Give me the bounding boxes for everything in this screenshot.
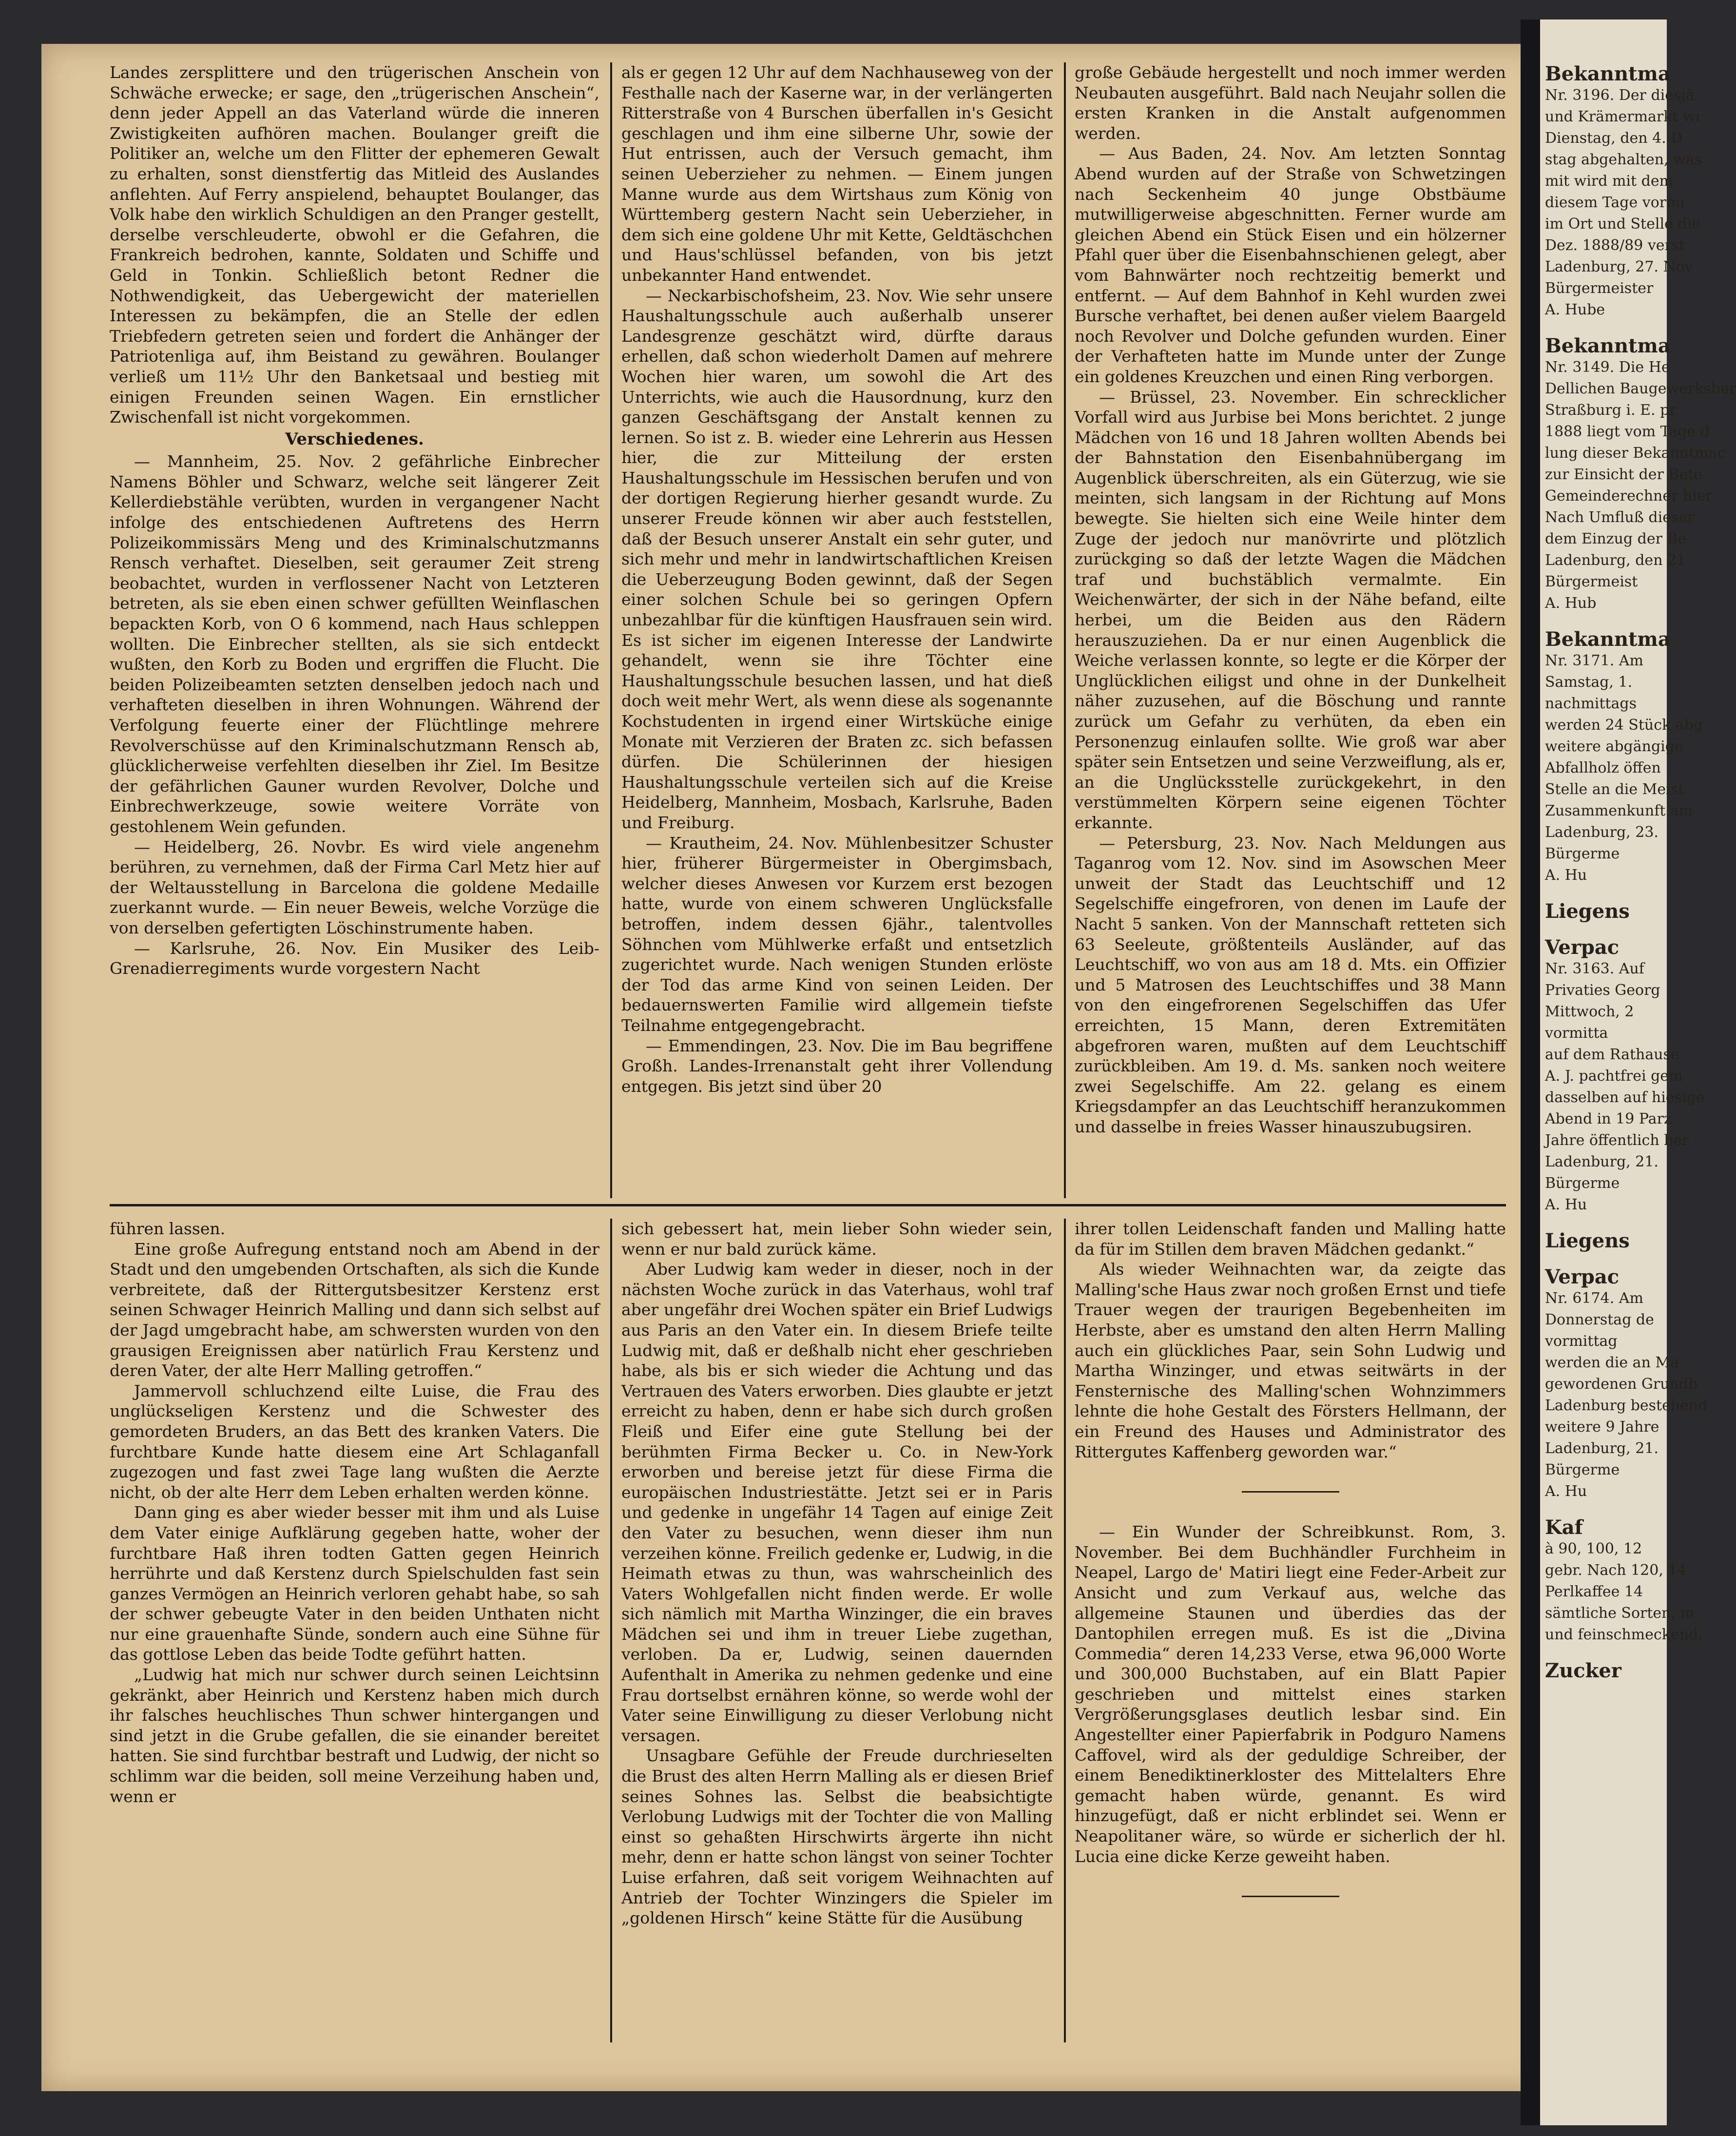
news-item: — Karlsruhe, 26. Nov. Ein Musiker des Leib-Grenadierregiments wurde vorgestern Nacht xyxy=(110,938,599,978)
sidebar-line: Dez. 1888/89 verst xyxy=(1545,237,1685,254)
story-end-rule xyxy=(1242,1491,1339,1493)
news-item: — Brüssel, 23. November. Ein schrecklicher Vorfall wird aus Jurbise bei Mons berichtet. 2 junge Mädchen von 16 und 18 Jahren wollten Abends bei der Bahnstation den Eisenbahnübergang im Augenblick überschreiten, als ein Güterzug, wie sie meinten, sich langsam in der Richtung auf Mons bewegte. Sie hielten sich eine Weile hinter dem Zuge der jedoch nur manövrirte und plötzlich zurückging so daß der letzte Wagen die Mädchen traf und buchstäblich vermalmte. Ein Weichenwärter, der sich in der Nähe befand, eilte herbei, um die Beiden aus den Rädern herauszuziehen. Da er nur einen Augenblick die Weiche verlassen konnte, so legte er die Körper der Unglücklichen eiligst und ohne in der Dunkelheit näher zuzusehen, auf die Böschung und rannte zurück um Gefahr zu verhüten, da eben ein Personenzug einlaufen sollte. Wie groß war aber später sein Entsetzen und seine Verzweiflung, als er, an die Unglücksstelle zurückgekehrt, in den verstümmelten Körpern seine eigenen Töchter erkannte. xyxy=(1075,387,1506,832)
article-column-1 xyxy=(110,62,599,1179)
news-item: — Heidelberg, 26. Novbr. Es wird viele angenehm berühren, zu vernehmen, daß der Firma Carl Metz hier auf der Weltausstellung in Barcelona die goldene Medaille zuerkannt wurde. — Ein neuer Beweis, welche Vorzüge die von derselben gefertigten Löschinstrumente haben. xyxy=(110,837,599,937)
sidebar-line: Donnerstag de xyxy=(1545,1311,1654,1328)
sidebar-line: vormitta xyxy=(1545,1025,1608,1042)
sidebar-line: Abfallholz öffen xyxy=(1545,759,1661,777)
sidebar-line: Gemeinderechner hier xyxy=(1545,487,1713,505)
sidebar-line: Nr. 3196. Der diesjä xyxy=(1545,87,1695,104)
paragraph: Landes zersplittere und den trügerischen Anschein von Schwäche erwecke; er sage, den „trügerischen Anschein“, denn jeder Appell an das Vaterland würde die inneren Zwistigkeiten aufhören machen. Boulanger greift die Politiker an, welche um den Flitter der ephemeren Gewalt zu erhalten, sonst dienstfertig das Mitleid des Auslandes anflehten. Auf Ferry anspielend, behauptet Boulanger, das Volk habe den wirklich Schuldigen an den Pranger gestellt, derselbe verschleuderte, obwohl er die Gefahren, die Frankreich bedrohen, kannte, Soldaten und Schiffe und Geld in Tonkin. Schließlich betont Redner die Nothwendigkeit, das Uebergewicht der materiellen Interessen zu bekämpfen, die an Stelle der edlen Triebfedern getreten seien und fordert die Anhänger der Patriotenliga auf, ihm Beistand zu gewähren. Boulanger verließ um 11½ Uhr den Banketsaal und bestieg mit einigen Freunden seinen Wagen. Ein ernstlicher Zwischenfall ist nicht vorgekommen. xyxy=(110,63,599,427)
column-rule xyxy=(610,62,612,1198)
book-spine xyxy=(1521,19,1540,2125)
sidebar-line: Stelle an die Meist xyxy=(1545,781,1684,798)
news-item: — Mannheim, 25. Nov. 2 gefährliche Einbrecher Namens Böhler und Schwarz, welche seit längerer Zeit Kellerdiebstähle verübten, wurden in vergangener Nacht infolge des entschiedenen Auftretens des Herrn Polizeikommissärs Meng und des Kriminalschutzmanns Rensch verhaftet. Dieselben, seit geraumer Zeit streng beobachtet, wurden in verflossener Nacht von Letzteren betreten, als sie eben einen schwer gefüllten Weinflaschen bepackten Korb, von O 6 kommend, nach Haus schleppen wollten. Die Einbrecher stellten, als sie sich entdeckt wußten, den Korb zu Boden und ergriffen die Flucht. Die beiden Polizeibeamten setzten denselben jedoch nach und verhafteten dieselben in ihren Wohnungen. Während der Verfolgung feuerte einer der Flüchtlinge mehrere Revolverschüsse auf den Kriminalschutzmann Rensch ab, glücklicherweise verfehlten dieselben ihr Ziel. Im Besitze der gefährlichen Gauner wurden Revolver, Dolche und Einbrechwerkzeuge, sowie weitere Vorräte von gestohlenem Wein gefunden. xyxy=(110,452,599,836)
sidebar-line: Bekanntma xyxy=(1545,628,1671,651)
sidebar-line: Ladenburg, 21. xyxy=(1545,1153,1659,1170)
sidebar-line: vormittag xyxy=(1545,1333,1618,1350)
sidebar-line: A. Hu xyxy=(1545,1483,1587,1500)
article-column-2 xyxy=(621,62,1053,1179)
paragraph: große Gebäude hergestellt und noch immer werden Neubauten ausgeführt. Bald nach Neujahr sollen die ersten Kranken in die Anstalt aufgenommen werden. xyxy=(1075,63,1506,143)
sidebar-line: Ladenburg, den 21 xyxy=(1545,552,1686,569)
sidebar-line: Privaties Georg xyxy=(1545,982,1660,999)
sidebar-line: diesem Tage vormi xyxy=(1545,194,1685,211)
paragraph: sich gebessert hat, mein lieber Sohn wieder sein, wenn er nur bald zurück käme. xyxy=(621,1219,1053,1259)
sidebar-line: Verpac xyxy=(1545,936,1620,959)
sidebar-line: Liegens xyxy=(1545,900,1630,923)
sidebar-line: zur Einsicht der Bete xyxy=(1545,466,1702,483)
article-column-3 xyxy=(1075,62,1506,1179)
column-rule xyxy=(610,1219,612,2042)
sidebar-line: Straßburg i. E. pr xyxy=(1545,402,1677,419)
feuilleton-column-1 xyxy=(110,1219,599,2042)
section-divider xyxy=(110,1204,1506,1206)
sidebar-line: gewordenen Grundb xyxy=(1545,1376,1698,1393)
paragraph: als er gegen 12 Uhr auf dem Nachhauseweg von der Festhalle nach der Kaserne war, in der verlängerten Ritterstraße von 4 Burschen überfallen in's Gesicht geschlagen und ihm eine silberne Uhr, sowie der Hut entrissen, auch der Versuch gemacht, ihm seinen Ueberzieher zu nehmen. — Einem jungen Manne wurde aus dem Wirtshaus zum König von Württemberg gestern Nacht sein Ueberzieher, in dem sich eine goldene Uhr mit Kette, Geldtäschchen und Haus'schlüssel befanden, von bis jetzt unbekannter Hand entwendet. xyxy=(621,63,1053,285)
section-heading: Verschiedenes. xyxy=(285,429,424,449)
paragraph: „Ludwig hat mich nur schwer durch seinen Leichtsinn gekränkt, aber Heinrich und Kerstenz haben mich durch ihr falsches heuchlisches Thun schwer hintergangen und sind jetzt in die Grube gefallen, die sie einander bereitet hatten. Sie sind furchtbar bestraft und Ludwig, der nicht so schlimm war die beiden, soll meine Verzeihung haben und, wenn er xyxy=(110,1665,599,1806)
sidebar-line: Nach Umfluß dieser xyxy=(1545,509,1695,526)
facing-page xyxy=(1540,19,1736,2125)
sidebar-line: Dienstag, den 4. D xyxy=(1545,130,1683,147)
sidebar-line: Bekanntma xyxy=(1545,334,1671,357)
feuilleton-column-2 xyxy=(621,1219,1053,2042)
sidebar-line: Zusammenkunft am xyxy=(1545,802,1693,819)
sidebar-line: weitere abgängige xyxy=(1545,738,1683,755)
sidebar-line: stag abgehalten, was xyxy=(1545,151,1702,168)
paragraph: Unsagbare Gefühle der Freude durchrieselten die Brust des alten Herrn Malling als er diesen Brief seines Sohnes las. Selbst die beabsichtigte Verlobung Ludwigs mit der Tochter die von Malling einst so gehaßten Hirschwirts ärgerte ihn nicht mehr, denn er hatte schon längst von seiner Tochter Luise erfahren, daß seit vorigem Weihnachten auf Antrieb der Tochter Winzingers die Spieler im „goldenen Hirsch“ keine Stätte für die Ausübung xyxy=(621,1746,1053,1928)
sidebar-line: Bürgerme xyxy=(1545,1175,1620,1192)
sidebar-line: Liegens xyxy=(1545,1229,1630,1252)
sidebar-line: Zucker xyxy=(1545,1659,1621,1682)
sidebar-line: Bürgerme xyxy=(1545,845,1620,862)
sidebar-line: Mittwoch, 2 xyxy=(1545,1003,1634,1020)
sidebar-line: und feinschmeckend. xyxy=(1545,1626,1703,1643)
sidebar-line: und Krämermarkt wi xyxy=(1545,108,1700,125)
sidebar-line: A. Hub xyxy=(1545,595,1597,612)
sidebar-line: Dellichen Baugewerksber xyxy=(1545,380,1736,397)
sidebar-line: dasselben auf hiesige xyxy=(1545,1089,1705,1106)
sidebar-line: Bürgermeist xyxy=(1545,573,1638,590)
paragraph: Eine große Aufregung entstand noch am Abend in der Stadt und den umgebenden Ortschaften, als sich die Kunde verbreitete, daß der Rittergutsbesitzer Kerstenz erst seinen Schwager Heinrich Malling und dann sich selbst auf der Jagd umgebracht habe, am schwersten wurden von den grausigen Ereignissen aber natürlich Frau Kerstenz und deren Vater, der alte Herr Malling getroffen.“ xyxy=(110,1239,599,1380)
sidebar-line: A. Hu xyxy=(1545,1196,1587,1213)
sidebar-line: Nr. 3163. Auf xyxy=(1545,960,1644,977)
news-item: — Ein Wunder der Schreibkunst. Rom, 3. November. Bei dem Buchhändler Furchheim in Neapel, Largo de' Matiri liegt eine Feder-Arbeit zur Ansicht und zum Verkauf aus, welche das allgemeine Staunen und überdies das der Dantophilen erregen muß. Es ist die „Divina Commedia“ deren 14,233 Verse, etwa 96,000 Worte und 300,000 Buchstaben, auf ein Blatt Papier geschrieben und mittelst eines starken Vergrößerungsglases deutlich lesbar sind. Ein Angestellter einer Papierfabrik in Podguro Namens Caffovel, wird als der geduldige Schreiber, der einem Benediktinerkloster des Mittelalters Ehre gemacht haben würde, genannt. Es wird hinzugefügt, daß er nicht erblindet sei. Wenn er Neapolitaner wäre, so würde er sicherlich der hl. Lucia eine dicke Kerze geweiht haben. xyxy=(1075,1522,1506,1866)
sidebar-line: A. J. pachtfrei gem xyxy=(1545,1068,1683,1085)
news-item: — Emmendingen, 23. Nov. Die im Bau begriffene Großh. Landes-Irrenanstalt geht ihrer Vollendung entgegen. Bis jetzt sind über 20 xyxy=(621,1036,1053,1096)
sidebar-line: Jahre öffentlich ber xyxy=(1545,1132,1689,1149)
sidebar-line: Nr. 3171. Am xyxy=(1545,652,1643,669)
sidebar-line: Bürgermeister xyxy=(1545,280,1654,297)
sidebar-line: sämtliche Sorten, m xyxy=(1545,1605,1694,1622)
sidebar-line: dem Einzug der Be xyxy=(1545,530,1687,547)
sidebar-line: weitere 9 Jahre xyxy=(1545,1418,1659,1436)
sidebar-line: Ladenburg bestehend xyxy=(1545,1397,1708,1414)
sidebar-line: Ladenburg, 27. Nov xyxy=(1545,258,1693,275)
column-rule xyxy=(1064,1219,1066,2042)
sidebar-line: Kaf xyxy=(1545,1516,1583,1539)
news-item: — Aus Baden, 24. Nov. Am letzten Sonntag Abend wurden auf der Straße von Schwetzingen nach Seckenheim 40 junge Obstbäume mutwilligerweise abgeschnitten. Ferner wurde am gleichen Abend ein Stück Eisen und ein hölzerner Pfahl quer über die Eisenbahnschienen gelegt, aber vom Bahnwärter noch rechtzeitig bemerkt und entfernt. — Auf dem Bahnhof in Kehl wurden zwei Bursche verhaftet, bei denen außer vielem Baargeld noch Revolver und Dolche gefunden wurden. Einer der Verhafteten hatte im Munde unter der Zunge ein goldenes Kreuzchen und einen Ring verborgen. xyxy=(1075,144,1506,386)
sidebar-line: Bekanntma xyxy=(1545,62,1671,85)
sidebar-line: Perlkaffee 14 xyxy=(1545,1583,1643,1600)
sidebar-line: mit wird mit dem xyxy=(1545,173,1674,190)
sidebar-line: Bürgerme xyxy=(1545,1461,1620,1478)
sidebar-line: im Ort und Stelle die xyxy=(1545,215,1700,233)
paragraph: Aber Ludwig kam weder in dieser, noch in der nächsten Woche zurück in das Vaterhaus, wohl traf aber ungefähr drei Wochen später ein Brief Ludwigs aus Paris an den Vater ein. In diesem Briefe teilte Ludwig mit, daß er deßhalb nicht eher geschrieben habe, als bis er sich wieder die Achtung und das Vertrauen des Vaters erworben. Dies glaubte er jetzt erreicht zu haben, denn er habe sich durch großen Fleiß und Eifer eine gute Stellung bei der berühmten Firma Becker u. Co. in New-York erworben und bereise jetzt für diese Firma die europäischen Industriestätte. Jetzt sei er in Paris und gedenke in ungefähr 14 Tagen auf einige Zeit den Vater zu besuchen, wenn dieser ihm nun verzeihen könne. Freilich gedenke er, Ludwig, in die Heimath etwas zu thun, was wahrscheinlich des Vaters Wohlgefallen nicht finden werde. Er wolle sich nämlich mit Martha Winzinger, die ein braves Mädchen sei und ihm in treuer Liebe zugethan, verloben. Da er, Ludwig, seinen dauernden Aufenthalt in Amerika zu nehmen gedenke und eine Frau dortselbst ernähren könne, so werde wohl der Vater seine Einwilligung zu dieser Verlobung nicht versagen. xyxy=(621,1260,1053,1745)
sidebar-line: werden die an Ma xyxy=(1545,1354,1679,1371)
paragraph: führen lassen. xyxy=(110,1219,226,1238)
sidebar-line: Ladenburg, 21. xyxy=(1545,1440,1659,1457)
sidebar-line: 1888 liegt vom Tage d xyxy=(1545,423,1710,440)
advertisement-column xyxy=(1540,19,1736,1682)
sidebar-line: gebr. Nach 120, 14 xyxy=(1545,1562,1687,1579)
news-item: — Neckarbischofsheim, 23. Nov. Wie sehr unsere Haushaltungsschule auch außerhalb unserer Landesgrenze geschätzt wird, dürfte daraus erhellen, daß schon wiederholt Damen auf mehrere Wochen hier waren, um sowohl die Art des Unterrichts, wie auch die Hausordnung, kurz den ganzen Geschäftsgang der Anstalt kennen zu lernen. So ist z. B. wieder eine Lehrerin aus Hessen hier, die zur Mitteilung der ersten Haushaltungsschule im Hessischen berufen und von der dortigen Regierung hierher gesandt wurde. Zu unserer Freude können wir aber auch feststellen, daß der Besuch unserer Anstalt ein sehr guter, und sich mehr und mehr in landwirtschaftlichen Kreisen die Ueberzeugung Boden gewinnt, daß der Segen einer solchen Schule bei so geringen Opfern unbezahlbar für die künftigen Hausfrauen sein wird. Es ist sicher im eigenen Interesse der Landwirte gehandelt, wenn sie ihre Töchter eine Haushaltungsschule besuchen lassen, und hat dieß doch weit mehr Wert, als wenn diese als sogenannte Kochstudenten in irgend einer Wirtsküche einige Monate mit Verzieren der Braten zc. sich befassen dürfen. Die Schülerinnen der hiesigen Haushaltungsschule verteilen sich auf die Kreise Heidelberg, Mannheim, Mosbach, Karlsruhe, Baden und Freiburg. xyxy=(621,286,1053,832)
sidebar-line: lung dieser Bekanntmac xyxy=(1545,445,1726,462)
sidebar-line: Abend in 19 Parz xyxy=(1545,1110,1672,1127)
sidebar-line: Ladenburg, 23. xyxy=(1545,824,1659,841)
paragraph: Als wieder Weihnachten war, da zeigte das Malling'sche Haus zwar noch großen Ernst und tiefe Trauer wegen der traurigen Begebenheiten im Herbste, aber es umstand den alten Herrn Malling auch ein glückliches Paar, sein Sohn Ludwig und Martha Winzinger, und etwas seitwärts in der Fensternische des Malling'schen Wohnzimmers lehnte die hohe Gestalt des Försters Hellmann, der ein Freund des Hauses und Administrator des Rittergutes Kaffenberg geworden war.“ xyxy=(1075,1260,1506,1461)
paragraph: ihrer tollen Leidenschaft fanden und Malling hatte da für im Stillen dem braven Mädchen gedankt.“ xyxy=(1075,1219,1506,1259)
sidebar-line: Samstag, 1. xyxy=(1545,674,1633,691)
sidebar-line: Nr. 3149. Die He xyxy=(1545,359,1670,376)
sidebar-line: werden 24 Stück abg xyxy=(1545,717,1703,734)
item-end-rule xyxy=(1242,1896,1339,1897)
sidebar-line: à 90, 100, 12 xyxy=(1545,1540,1642,1557)
column-rule xyxy=(1064,62,1066,1198)
feuilleton-column-3 xyxy=(1075,1219,1506,2042)
sidebar-line: nachmittags xyxy=(1545,695,1637,712)
news-item: — Krautheim, 24. Nov. Mühlenbesitzer Schuster hier, früherer Bürgermeister in Obergimsbach, welcher dieses Anwesen vor Kurzem erst bezogen hatte, wurde von einem schweren Unglücksfalle betroffen, indem dessen 6jähr., talentvolles Söhnchen vom Mühlwerke erfaßt und entsetzlich zugerichtet wurde. Nach wenigen Stunden erlöste der Tod das arme Kind von seinen Leiden. Der bedauernswerten Familie wird allgemein tiefste Teilnahme entgegengebracht. xyxy=(621,833,1053,1035)
paragraph: Dann ging es aber wieder besser mit ihm und als Luise dem Vater einige Aufklärung gegeben hatte, woher der furchtbare Haß ihren todten Gatten gegen Heinrich herrührte und daß Kerstenz durch Spielschulden fast sein ganzes Vermögen an Heinrich verloren gehabt habe, so sah der schwer gebeugte Vater in den beiden Unthaten nicht nur eine grauenhafte Sünde, sondern auch eine Sühne für das gottlose Leben das beide Todte geführt hatten. xyxy=(110,1503,599,1664)
sidebar-line: A. Hube xyxy=(1545,301,1605,318)
sidebar-line: A. Hu xyxy=(1545,867,1587,884)
news-item: — Petersburg, 23. Nov. Nach Meldungen aus Taganrog vom 12. Nov. sind im Asowschen Meer unweit der Stadt das Leuchtschiff und 12 Segelschiffe eingefroren, von denen im Laufe der Nacht 5 sanken. Von der Mannschaft retteten sich 63 Seeleute, größtenteils Ausländer, auf das Leuchtschiff, wo von aus am 18 d. Mts. ein Offizier und 5 Matrosen des Leuchtschiffes und 38 Mann von den eingefrorenen Segelschiffen das Ufer erreichten, 15 Mann, deren Extremitäten abgefroren waren, mußten auf dem Leuchtschiff zurückbleiben. Am 19. d. Ms. sanken noch weitere zwei Segelschiffe. Am 22. gelang es einem Kriegsdampfer an das Leuchtschiff heranzukommen und dasselbe in freies Wasser hinauszubugsiren. xyxy=(1075,833,1506,1136)
sidebar-line: Nr. 6174. Am xyxy=(1545,1290,1643,1307)
sidebar-line: auf dem Rathause xyxy=(1545,1046,1679,1063)
paragraph: Jammervoll schluchzend eilte Luise, die Frau des unglückseligen Kerstenz und die Schwester des gemordeten Bruders, an das Bett des kranken Vaters. Die furchtbare Kunde hatte diesem eine Art Schlaganfall zugezogen und fast zwei Tage lang wußten die Aerzte nicht, ob der alte Herr dem Leben erhalten werden könne. xyxy=(110,1381,599,1502)
sidebar-line: Verpac xyxy=(1545,1265,1620,1288)
